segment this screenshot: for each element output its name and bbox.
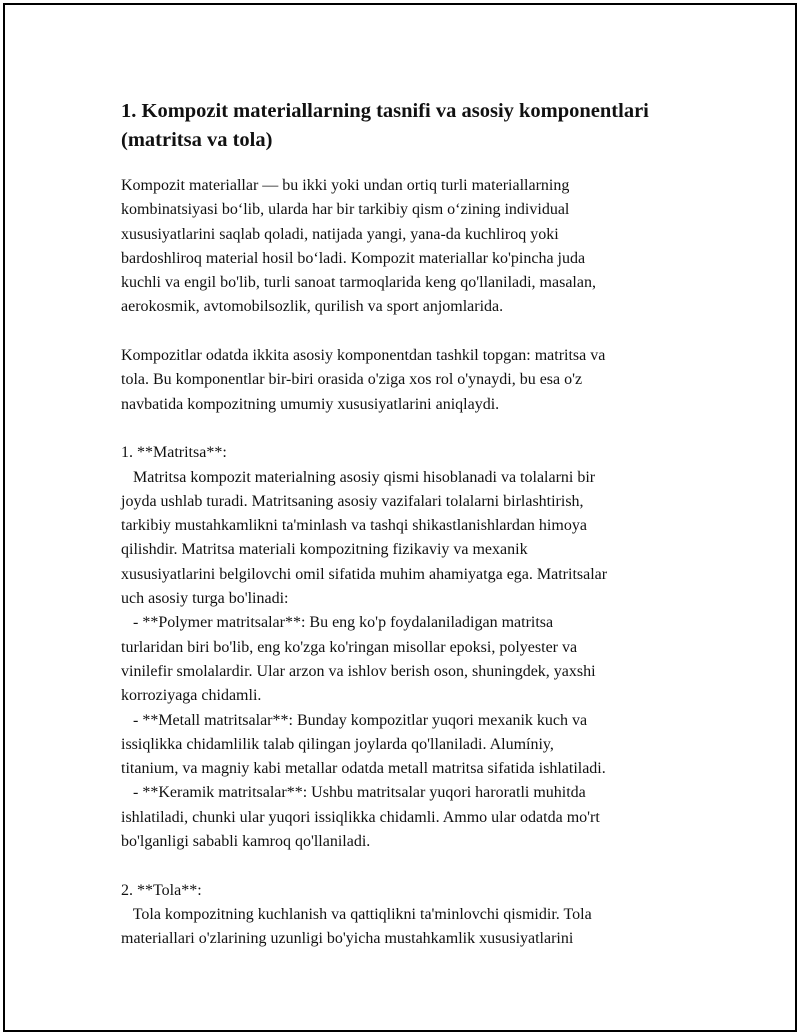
text-line: tarkibiy mustahkamlikni ta'minlash va tashqi shikastlanishlardan himoya: [121, 517, 587, 535]
text-line: ishlatiladi, chunki ular yuqori issiqlikka chidamli. Ammo ular odatda mo'rt: [121, 808, 600, 826]
text-line: aerokosmik, avtomobilsozlik, qurilish va sport anjomlarida.: [121, 298, 504, 316]
text-line: vinilefir smolalardir. Ular arzon va ishlov berish oson, shuningdek, yaxshi: [121, 662, 596, 680]
paragraph-gap: [121, 417, 701, 441]
paragraph-gap: [121, 854, 701, 878]
text-line: Kompozitlar odatda ikkita asosiy komponentdan tashkil topgan: matritsa va: [121, 347, 606, 365]
text-line: uch asosiy turga bo'linadi:: [121, 590, 289, 608]
text-line: bo'lganligi sababli kamroq qo'llaniladi.: [121, 833, 371, 851]
text-line: bardoshliroq material hosil bo‘ladi. Kompozit materiallar ko'pincha juda: [121, 249, 586, 267]
paragraph: [121, 344, 701, 417]
paragraphs-container: [121, 174, 701, 952]
paragraph-gap: [121, 320, 701, 344]
text-line: qilishdir. Matritsa materiali kompozitning fizikaviy va mexanik: [121, 541, 528, 559]
text-line: 2. **Tola**:: [121, 881, 202, 899]
paragraph: [121, 441, 701, 854]
text-line: kuchli va engil bo'lib, turli sanoat tarmoqlarida keng qo'llaniladi, masalan,: [121, 274, 596, 292]
text-line: - **Keramik matritsalar**: Ushbu matritsalar yuqori haroratli muhitda: [121, 784, 586, 802]
text-line: tola. Bu komponentlar bir-biri orasida o'ziga xos rol o'ynaydi, bu esa o'z: [121, 371, 583, 389]
text-line: materiallari o'zlarining uzunligi bo'yicha mustahkamlik xususiyatlarini: [121, 930, 574, 948]
text-line: Tola kompozitning kuchlanish va qattiqlikni ta'minlovchi qismidir. Tola: [121, 905, 592, 923]
heading-line-1: 1. Kompozit materiallarning tasnifi va asosiy komponentlari: [121, 100, 649, 122]
text-line: xususiyatlarini saqlab qoladi, natijada yangi, yana-da kuchliroq yoki: [121, 225, 559, 243]
section-heading: [121, 97, 701, 155]
page-frame: [3, 3, 797, 1032]
text-line: Kompozit materiallar — bu ikki yoki undan ortiq turli materiallarning: [121, 177, 570, 194]
document-body: [121, 97, 701, 952]
text-line: Matritsa kompozit materialning asosiy qismi hisoblanadi va tolalarni bir: [121, 468, 596, 486]
text-line: turlaridan biri bo'lib, eng ko'zga ko'ringan misollar epoksi, polyester va: [121, 638, 578, 656]
paragraph: [121, 879, 701, 952]
text-line: issiqlikka chidamlilik talab qilingan joylarda qo'llaniladi. Alumíniy,: [121, 735, 554, 753]
text-line: titanium, va magniy kabi metallar odatda metall matritsa sifatida ishlatiladi.: [121, 760, 606, 778]
text-line: 1. **Matritsa**:: [121, 444, 227, 462]
text-line: - **Metall matritsalar**: Bunday kompozitlar yuqori mexanik kuch va: [121, 711, 588, 729]
text-line: xususiyatlarini belgilovchi omil sifatida muhim ahamiyatga ega. Matritsalar: [121, 565, 608, 583]
text-line: - **Polymer matritsalar**: Bu eng ko'p foydalaniladigan matritsa: [121, 614, 554, 632]
text-line: korroziyaga chidamli.: [121, 687, 262, 705]
text-line: kombinatsiyasi bo‘lib, ularda har bir tarkibiy qism o‘zining individual: [121, 201, 570, 219]
text-line: joyda ushlab turadi. Matritsaning asosiy vazifalari tolalarni birlashtirish,: [121, 492, 584, 510]
heading-line-2: (matritsa va tola): [121, 129, 273, 151]
text-line: navbatida kompozitning umumiy xususiyatlarini aniqlaydi.: [121, 395, 500, 413]
paragraph: [121, 174, 701, 320]
